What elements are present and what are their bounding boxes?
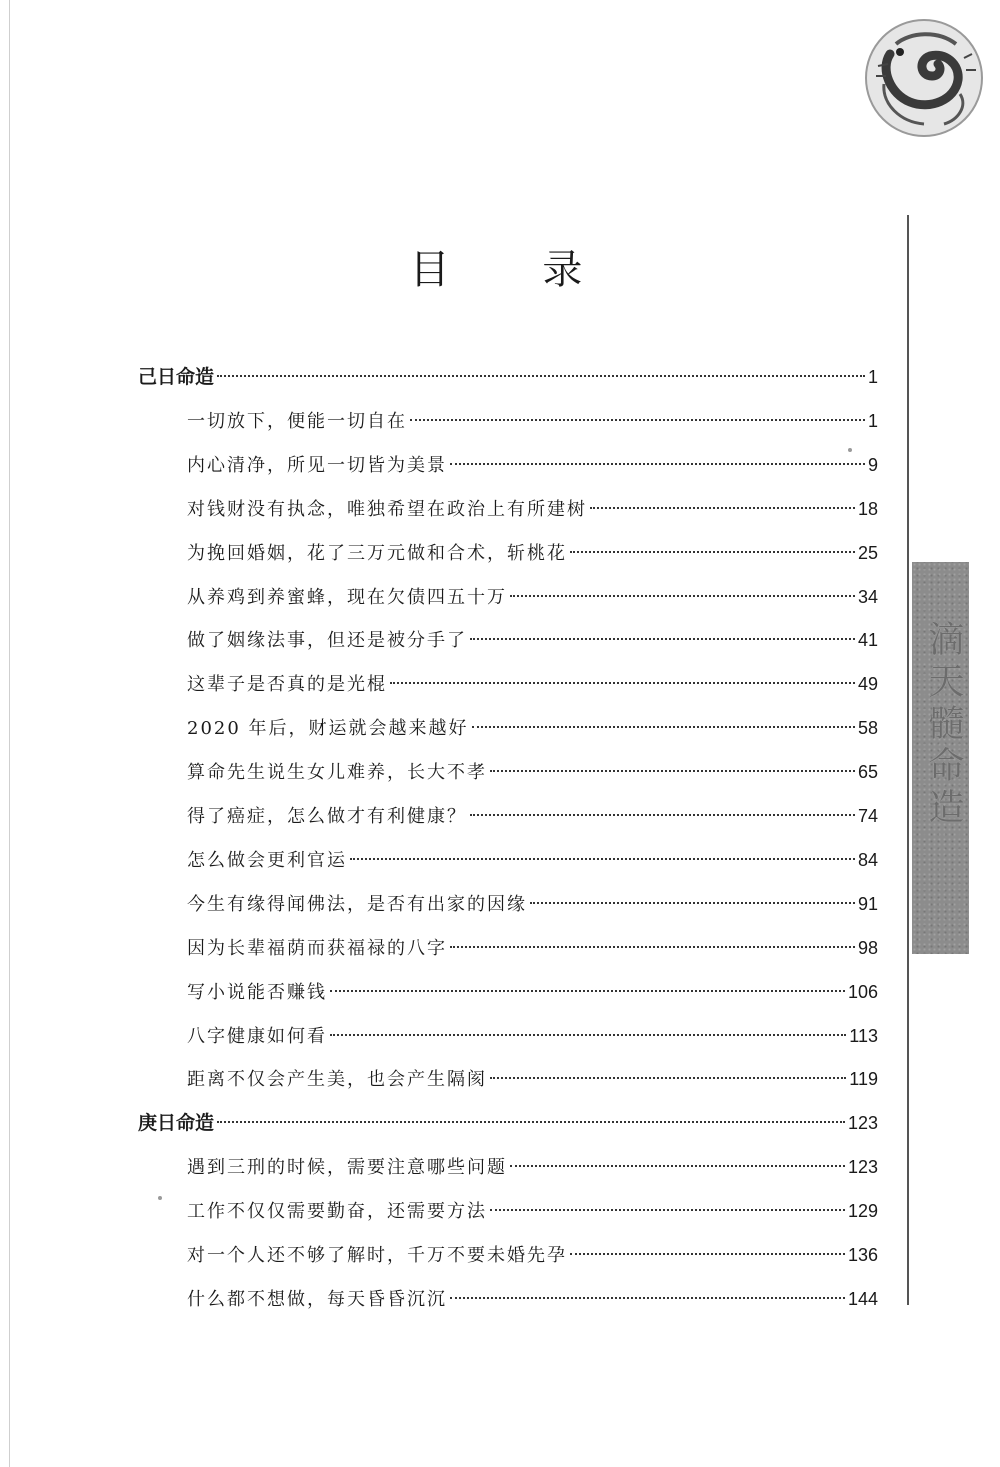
side-tab-text: 滴天髓命造	[923, 620, 964, 830]
toc-leader-dots	[450, 1297, 845, 1299]
toc-leader-dots	[350, 858, 855, 860]
toc-label: 得了癌症，怎么做才有利健康？	[187, 806, 467, 827]
toc-entry[interactable]	[187, 406, 878, 436]
toc-label: 对一个人还不够了解时，千万不要未婚先孕	[187, 1245, 567, 1266]
toc-page-number: 129	[847, 1201, 878, 1222]
toc-leader-dots	[410, 419, 865, 421]
toc-label: 算命先生说生女儿难养，长大不孝	[187, 762, 487, 784]
toc-label: 对钱财没有执念，唯独希望在政治上有所建树	[187, 498, 587, 520]
toc-leader-dots	[570, 551, 855, 553]
page-title: 目 录	[409, 247, 623, 293]
toc-page-number: 123	[847, 1157, 878, 1178]
toc-page-number: 144	[847, 1288, 878, 1309]
scan-speck	[848, 448, 852, 452]
toc-label: 怎么做会更利官运	[187, 849, 347, 871]
toc-page-number: 1	[867, 367, 878, 387]
toc-page-number: 84	[857, 849, 878, 870]
toc-label: 为挽回婚姻，花了三万元做和合术，斩桃花	[187, 542, 567, 564]
toc-page-number: 74	[857, 806, 878, 826]
toc-leader-dots	[390, 682, 855, 684]
toc-entry[interactable]	[187, 538, 878, 568]
toc-page-number: 119	[849, 1069, 878, 1090]
toc-leader-dots	[570, 1253, 845, 1255]
toc-leader-dots	[217, 375, 865, 377]
toc-page-number: 91	[857, 893, 878, 914]
toc-leader-dots	[490, 1077, 846, 1079]
toc-label: 写小说能否赚钱	[187, 981, 327, 1003]
toc-section[interactable]	[138, 1108, 878, 1138]
toc-entry[interactable]	[187, 1284, 878, 1314]
toc-page-number: 58	[857, 718, 878, 739]
scan-speck	[158, 1196, 162, 1200]
toc-page-number: 1	[867, 410, 878, 431]
toc-label: 内心清净，所见一切皆为美景	[187, 454, 447, 476]
toc-leader-dots	[450, 463, 865, 465]
toc-leader-dots	[510, 595, 855, 597]
toc-label: 己日命造	[138, 366, 215, 388]
toc-leader-dots	[472, 726, 855, 728]
toc-entry[interactable]	[187, 757, 878, 787]
toc-label: 这辈子是否真的是光棍	[187, 674, 387, 696]
toc-page-number: 25	[857, 542, 878, 563]
toc-page-number: 18	[857, 498, 878, 519]
toc-leader-dots	[490, 770, 855, 772]
toc-leader-dots	[330, 990, 845, 992]
toc-entry[interactable]	[187, 669, 878, 699]
toc-entry[interactable]	[187, 713, 878, 743]
toc-entry[interactable]	[187, 801, 878, 831]
toc-leader-dots	[217, 1121, 845, 1123]
toc-page-number: 123	[847, 1113, 878, 1134]
toc-entry[interactable]	[187, 889, 878, 919]
toc-entry[interactable]	[187, 977, 878, 1007]
toc-page-number: 49	[857, 674, 878, 695]
toc-leader-dots	[450, 946, 855, 948]
toc-label: 工作不仅仅需要勤奋，还需要方法	[187, 1201, 487, 1223]
toc-entry[interactable]	[187, 450, 878, 480]
toc-leader-dots	[470, 814, 855, 816]
toc-label: 距离不仅会产生美，也会产生隔阂	[187, 1069, 487, 1091]
toc-entry[interactable]	[187, 1064, 878, 1094]
toc-entry[interactable]	[187, 1021, 878, 1051]
toc-leader-dots	[490, 1209, 845, 1211]
toc-leader-dots	[530, 902, 855, 904]
toc-entry[interactable]	[187, 1196, 878, 1226]
toc-entry[interactable]	[187, 1240, 878, 1270]
toc-page-number: 136	[847, 1245, 878, 1265]
toc-leader-dots	[510, 1165, 845, 1167]
toc-page-number: 65	[857, 762, 878, 783]
toc-label: 什么都不想做，每天昏昏沉沉	[187, 1288, 447, 1310]
toc-label: 做了姻缘法事，但还是被分手了	[187, 630, 467, 652]
toc-page-number: 9	[867, 454, 878, 475]
toc-label: 一切放下，便能一切自在	[187, 410, 407, 432]
toc-page-number: 106	[847, 981, 878, 1002]
toc-section[interactable]	[138, 362, 878, 392]
toc-label: 八字健康如何看	[187, 1025, 327, 1047]
toc-entry[interactable]	[187, 933, 878, 963]
toc-label: 今生有缘得闻佛法，是否有出家的因缘	[187, 893, 527, 915]
toc-entry[interactable]	[187, 845, 878, 875]
toc-label: 从养鸡到养蜜蜂，现在欠债四五十万	[187, 586, 507, 608]
toc-page-number: 41	[857, 630, 878, 651]
toc-page-number: 34	[857, 586, 878, 607]
toc-label: 庚日命造	[138, 1112, 215, 1135]
toc-page-number: 113	[849, 1025, 878, 1046]
toc-entry[interactable]	[187, 625, 878, 655]
toc-page-number: 98	[857, 937, 878, 958]
toc-leader-dots	[590, 507, 855, 509]
toc-leader-dots	[330, 1034, 846, 1036]
toc-entry[interactable]	[187, 494, 878, 524]
toc-label: 2020 年后，财运就会越来越好	[187, 718, 469, 740]
toc-entry[interactable]	[187, 1152, 878, 1182]
toc-entry[interactable]	[187, 582, 878, 612]
toc-leader-dots	[470, 638, 855, 640]
toc-label: 因为长辈福荫而获福禄的八字	[187, 937, 447, 959]
toc-label: 遇到三刑的时候，需要注意哪些问题	[187, 1157, 507, 1179]
